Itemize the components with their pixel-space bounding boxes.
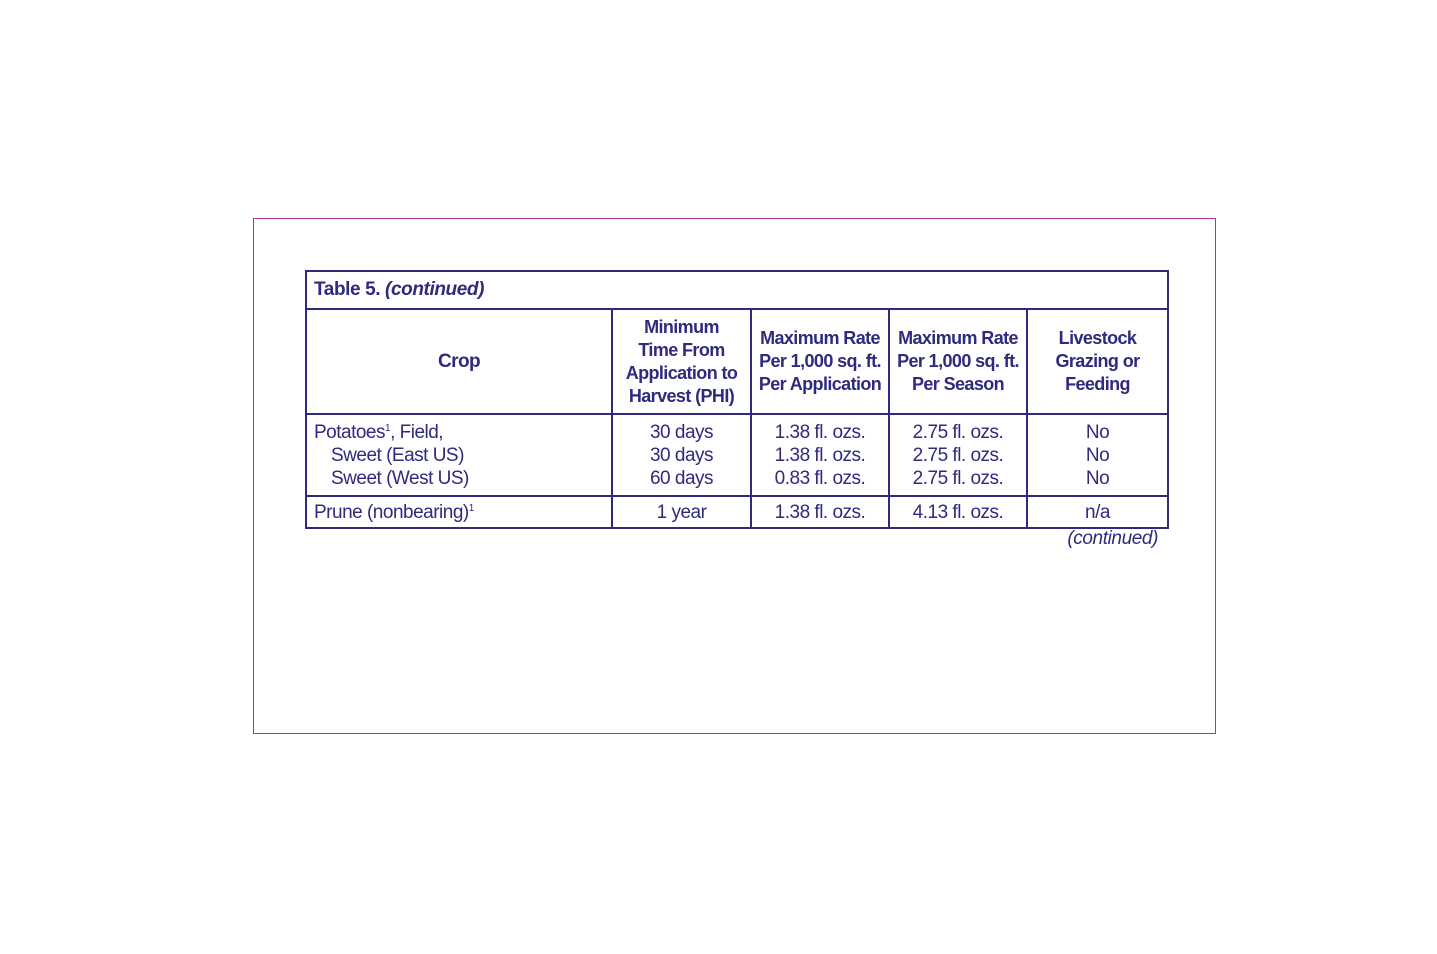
table-row: [306, 496, 1168, 528]
phi-cell: 30 days 30 days 60 days: [612, 414, 751, 496]
continued-note: (continued): [1067, 528, 1158, 549]
phi-cell: 1 year: [612, 496, 751, 528]
table-header-row: [306, 309, 1168, 414]
footnote-marker: 1: [468, 502, 474, 514]
rate-application-cell: 1.38 fl. ozs.: [751, 496, 889, 528]
crop-cell: Prune (nonbearing)$^1$: [306, 496, 612, 528]
table-caption: [306, 271, 1168, 309]
livestock-cell: n/a: [1027, 496, 1168, 528]
header-phi: Minimum Time From Application to Harvest (PHI): [612, 309, 751, 414]
table-row: [306, 414, 1168, 496]
rate-season-cell: 2.75 fl. ozs. 2.75 fl. ozs. 2.75 fl. ozs.: [889, 414, 1027, 496]
livestock-cell: No No No: [1027, 414, 1168, 496]
crop-cell: Potatoes$^1$, Field, Sweet (East US) Sweet (West US): [306, 414, 612, 496]
header-crop: Crop: [306, 309, 612, 414]
header-rate-application: Maximum Rate Per 1,000 sq. ft. Per Application: [751, 309, 889, 414]
table-caption-prefix: Table 5.: [314, 279, 381, 300]
table-caption-suffix: (continued): [385, 279, 485, 300]
rate-application-cell: 1.38 fl. ozs. 1.38 fl. ozs. 0.83 fl. ozs.: [751, 414, 889, 496]
header-livestock: Livestock Grazing or Feeding: [1027, 309, 1168, 414]
footnote-marker: 1: [385, 422, 391, 434]
pesticide-rate-table: [305, 270, 1169, 529]
rate-season-cell: 4.13 fl. ozs.: [889, 496, 1027, 528]
header-rate-season: Maximum Rate Per 1,000 sq. ft. Per Season: [889, 309, 1027, 414]
